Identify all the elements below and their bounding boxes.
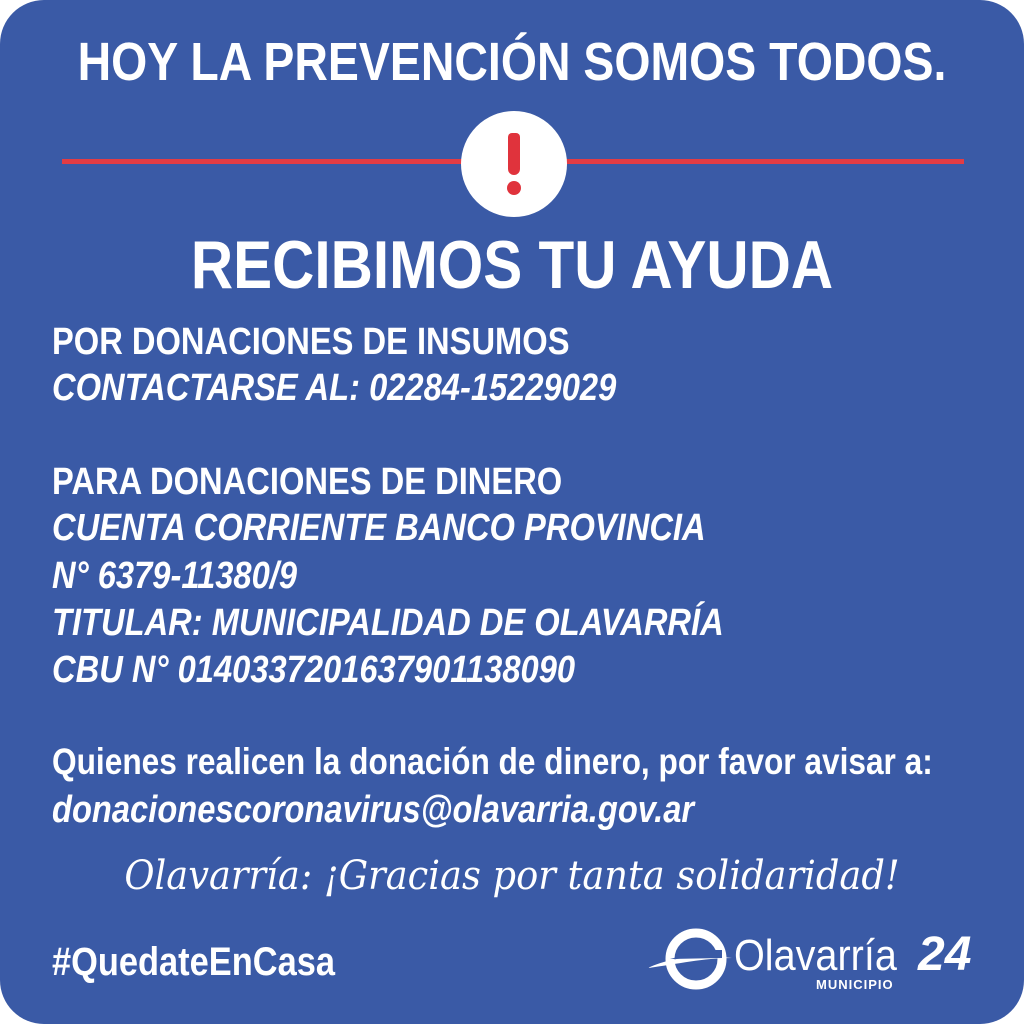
logo-subtitle: MUNICIPIO — [816, 977, 894, 992]
logo-number: 24 — [918, 928, 972, 981]
logo-mark-icon — [648, 928, 732, 990]
money-account-number: N° 6379-11380/9 — [52, 555, 298, 597]
exclamation-dot — [507, 181, 521, 195]
headline: HOY LA PREVENCIÓN SOMOS TODOS. — [77, 32, 947, 92]
logo-name: Olavarría — [734, 931, 897, 980]
divider-right — [566, 159, 964, 164]
thanks-message: Olavarría: ¡Gracias por tanta solidaridad! — [124, 853, 900, 899]
money-holder: TITULAR: MUNICIPALIDAD DE OLAVARRÍA — [52, 602, 724, 644]
notice-text: Quienes realicen la donación de dinero, por favor avisar a: — [52, 741, 933, 782]
hashtag: #QuedateEnCasa — [52, 940, 335, 984]
municipio-logo — [648, 926, 978, 996]
exclamation-icon — [461, 111, 567, 217]
supplies-contact: CONTACTARSE AL: 02284-15229029 — [52, 367, 617, 409]
money-cbu: CBU N° 0140337201637901138090 — [52, 649, 576, 691]
page-title: RECIBIMOS TU AYUDA — [190, 227, 834, 303]
divider-left — [62, 159, 462, 164]
money-heading: PARA DONACIONES DE DINERO — [52, 461, 563, 503]
supplies-heading: POR DONACIONES DE INSUMOS — [52, 321, 570, 363]
money-account-type: CUENTA CORRIENTE BANCO PROVINCIA — [52, 507, 706, 549]
exclamation-bar — [508, 133, 520, 175]
notice-email[interactable]: donacionescoronavirus@olavarria.gov.ar — [52, 789, 695, 831]
